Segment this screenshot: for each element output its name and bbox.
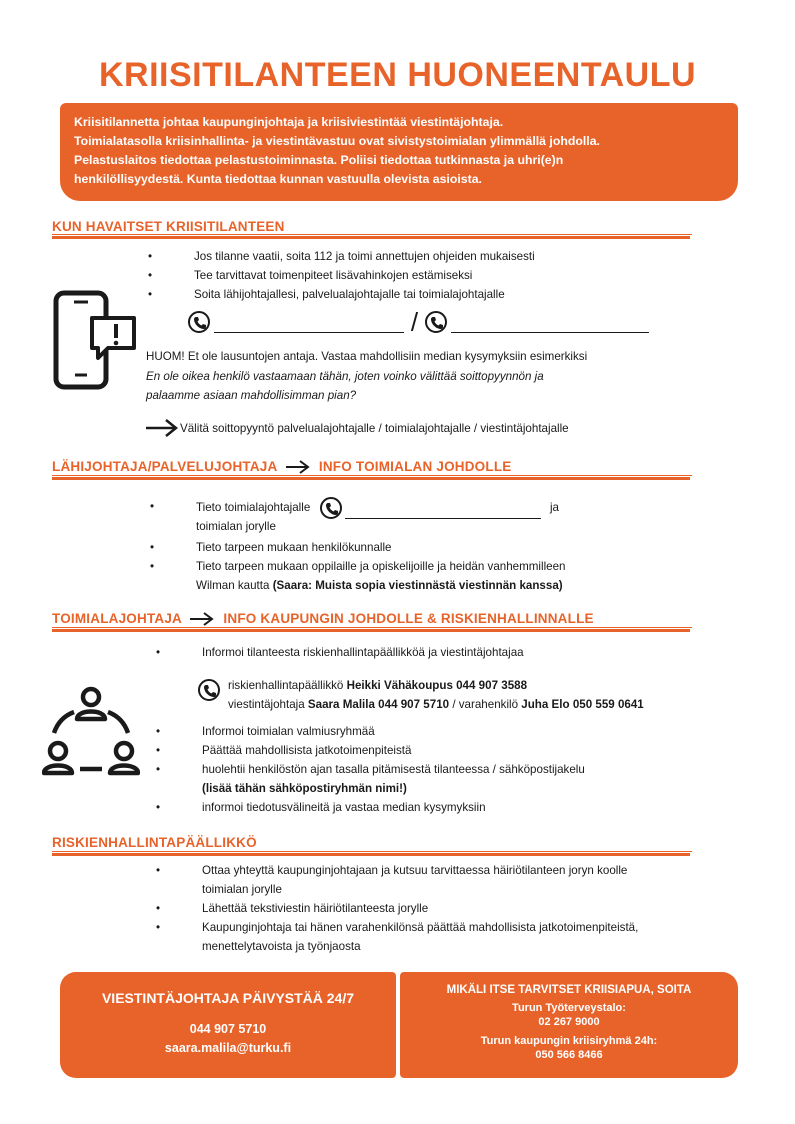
section3-list [156, 722, 585, 817]
divider [52, 853, 690, 856]
intro-box [60, 103, 738, 201]
list-item: • huolehtii henkilöstön ajan tasalla pitämisestä tilanteessa / sähköpostijakelu [156, 760, 585, 779]
contact-line [228, 676, 527, 695]
footer-left-box [60, 972, 396, 1078]
section1-heading: KUN HAVAITSET KRIISITILANTEEN [52, 219, 285, 234]
section1-list [148, 247, 535, 304]
phone-alert-icon [52, 290, 138, 392]
list-item: • Jos tilanne vaatii, soita 112 ja toimi annettujen ohjeiden mukaisesti [148, 247, 535, 266]
forward-text: Välitä soittopyyntö palvelualajohtajalle / toimialajohtajalle / viestintäjohtajalle [180, 422, 569, 435]
contact-role: viestintäjohtaja [228, 698, 308, 711]
intro-line: Pelastuslaitos tiedottaa pelastustoiminnasta. Poliisi tiedottaa tutkinnasta ja uhri(e)n [74, 153, 564, 167]
contact-name: Heikki Vähäkoupus 044 907 3588 [346, 679, 528, 692]
contact-name: Juha Elo 050 559 0641 [521, 698, 644, 711]
list-item: • Tee tarvittavat toimenpiteet lisävahinkojen estämiseksi [148, 266, 535, 285]
phone-fill-row [188, 307, 649, 337]
section3-heading [52, 611, 594, 626]
divider [52, 627, 692, 628]
list-item: • informoi tiedotusvälineitä ja vastaa median kysymyksiin [156, 798, 585, 817]
list-item: • Tieto tarpeen mukaan henkilökunnalle [150, 538, 566, 557]
notice-text: HUOM! Et ole lausuntojen antaja. Vastaa mahdollisiin median kysymyksiin esimerkiksi [146, 350, 588, 363]
list-item-text: Wilman kautta [196, 579, 273, 592]
footer-left-phone[interactable]: 044 907 5710 [189, 1022, 267, 1036]
section2-heading-a: LÄHIJOHTAJA/PALVELUJOHTAJA [52, 459, 277, 474]
list-item-cont: menettelytavoista ja työnjaosta [202, 940, 361, 953]
arrow-right-icon [285, 460, 311, 474]
phone-blank-line[interactable] [345, 503, 541, 519]
arrow-right-icon [145, 418, 179, 438]
footer-left-heading: VIESTINTÄJOHTAJA PÄIVYSTÄÄ 24/7 [101, 990, 355, 1006]
contact-role: riskienhallintapäällikkö [228, 679, 347, 692]
section4-list [156, 861, 638, 956]
list-item-text: Tieto toimialajohtajalle [196, 501, 311, 515]
contact-line [228, 695, 644, 714]
list-item: • Informoi toimialan valmiusryhmää [156, 722, 585, 741]
list-item: • Tieto tarpeen mukaan oppilaille ja opiskelijoille ja heidän vanhemmilleen [150, 557, 566, 576]
list-item-cont: toimialan jorylle [202, 883, 282, 896]
footer-right-phone[interactable]: 02 267 9000 [538, 1015, 600, 1028]
phone-icon [425, 311, 447, 333]
phone-icon [188, 311, 210, 333]
phone-blank-line[interactable] [451, 313, 649, 333]
list-item: • Informoi tilanteesta riskienhallintapäällikköä ja viestintäjohtajaa [156, 643, 524, 662]
contact-phone-icon-wrap [198, 679, 220, 701]
section3-heading-a: TOIMIALAJOHTAJA [52, 611, 182, 626]
list-item: • Lähettää tekstiviestin häiriötilanteesta jorylle [156, 899, 638, 918]
section3-heading-b: INFO KAUPUNGIN JOHDOLLE & RISKIENHALLINNALLE [223, 611, 594, 626]
section4-heading: RISKIENHALLINTAPÄÄLLIKKÖ [52, 835, 257, 850]
contact-name: Saara Malila 044 907 5710 [307, 698, 450, 711]
list-item-text: ja [549, 501, 560, 515]
list-item-cont: toimialan jorylle [196, 520, 276, 533]
intro-line: Toimialatasolla kriisinhallinta- ja viestintävastuu ovat sivistystoimialan ylimmällä johdolla. [74, 134, 600, 148]
divider [52, 477, 690, 480]
section2-heading [52, 459, 511, 474]
phone-blank-line[interactable] [214, 313, 404, 333]
section2-heading-b: INFO TOIMIALAN JOHDOLLE [318, 459, 512, 474]
divider [52, 475, 692, 476]
list-item: • Kaupunginjohtaja tai hänen varahenkilönsä päättää mahdollisista jatkotoimenpiteistä, [156, 918, 638, 937]
list-item-cont: (lisää tähän sähköpostiryhmän nimi!) [202, 782, 407, 795]
divider [52, 236, 690, 239]
list-item-bold: (Saara: Muista sopia viestinnästä viestinnän kanssa) [272, 579, 563, 592]
quote-text: En ole oikea henkilö vastaamaan tähän, joten voinko välittää soittopyynnön ja [146, 370, 544, 383]
contact-role: / varahenkilö [449, 698, 522, 711]
footer-right-heading: MIKÄLI ITSE TARVITSET KRIISIAPUA, SOITA [446, 984, 692, 996]
list-item: • Ottaa yhteyttä kaupunginjohtajaan ja kutsuu tarvittaessa häiriötilanteen joryn koolle [156, 861, 638, 880]
footer-right-phone[interactable]: 050 566 8466 [535, 1048, 603, 1061]
list-item: • Soita lähijohtajallesi, palvelualajohtajalle tai toimialajohtajalle [148, 285, 535, 304]
footer-left-email[interactable]: saara.malila@turku.fi [164, 1041, 292, 1055]
section3-list [156, 643, 524, 662]
intro-line: henkilöllisyydestä. Kunta tiedottaa kunnan vastuulla olevista asioista. [74, 172, 482, 186]
separator: / [410, 307, 419, 337]
phone-icon [198, 679, 220, 701]
list-item-cont [150, 576, 566, 595]
list-item: • Tieto toimialajohtajalle ja [150, 497, 559, 519]
footer-right-line: Turun kaupungin kriisiryhmä 24h: [480, 1035, 658, 1047]
phone-icon [320, 497, 342, 519]
divider [52, 234, 692, 235]
page-title: KRIISITILANTEEN HUONEENTAULU [98, 56, 697, 94]
footer-right-box [400, 972, 738, 1078]
divider [52, 851, 692, 852]
quote-text: palaamme asiaan mahdollisimman pian? [146, 389, 357, 402]
team-network-icon [42, 685, 140, 781]
arrow-right-icon [189, 612, 215, 626]
divider [52, 629, 690, 632]
section2-list [150, 538, 566, 595]
intro-line: Kriisitilannetta johtaa kaupunginjohtaja ja kriisiviestintää viestintäjohtaja. [74, 115, 504, 129]
footer-right-line: Turun Työterveystalo: [512, 1002, 626, 1014]
list-item: • Päättää mahdollisista jatkotoimenpiteistä [156, 741, 585, 760]
